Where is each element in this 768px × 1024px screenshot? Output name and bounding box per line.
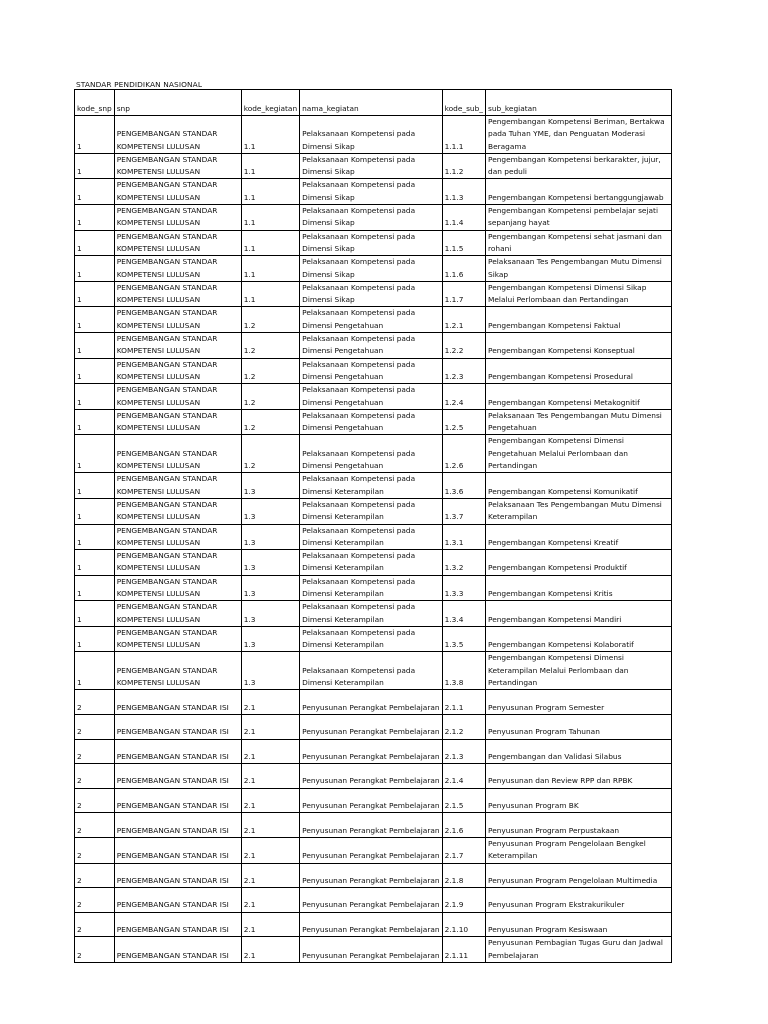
snp-cell[interactable]: PENGEMBANGAN STANDAR KOMPETENSI LULUSAN <box>114 205 241 231</box>
table-row <box>75 626 672 652</box>
kode-kegiatan-cell[interactable]: 1.2 <box>241 435 299 473</box>
kode-snp-cell[interactable]: 1 <box>75 498 115 524</box>
table-row <box>75 714 672 739</box>
kode-kegiatan-cell[interactable]: 1.1 <box>241 179 299 205</box>
snp-cell[interactable]: PENGEMBANGAN STANDAR KOMPETENSI LULUSAN <box>114 652 241 690</box>
table-row <box>75 307 672 333</box>
snp-cell[interactable]: PENGEMBANGAN STANDAR KOMPETENSI LULUSAN <box>114 550 241 576</box>
kode-kegiatan-cell[interactable]: 1.1 <box>241 205 299 231</box>
sub-kegiatan-cell[interactable]: Pengembangan Kompetensi Dimensi Pengetahuan Melalui Perlombaan dan Pertandingan <box>486 435 672 473</box>
nama-kegiatan-cell[interactable]: Penyusunan Perangkat Pembelajaran <box>300 714 442 739</box>
nama-kegiatan-cell[interactable]: Pelaksanaan Kompetensi pada Dimensi Sikap <box>300 179 442 205</box>
header-kode-kegiatan[interactable]: kode_kegiatan <box>241 90 299 116</box>
snp-cell[interactable]: PENGEMBANGAN STANDAR ISI <box>114 937 241 963</box>
table-row <box>75 498 672 524</box>
table-row <box>75 409 672 435</box>
table-row <box>75 358 672 384</box>
snp-cell[interactable]: PENGEMBANGAN STANDAR KOMPETENSI LULUSAN <box>114 384 241 410</box>
kode-kegiatan-cell[interactable]: 1.1 <box>241 281 299 307</box>
table-row <box>75 863 672 888</box>
kode-sub-cell[interactable]: 1.1.3 <box>442 179 485 205</box>
nama-kegiatan-cell[interactable]: Penyusunan Perangkat Pembelajaran <box>300 863 442 888</box>
kode-kegiatan-cell[interactable]: 1.2 <box>241 358 299 384</box>
snp-cell[interactable]: PENGEMBANGAN STANDAR KOMPETENSI LULUSAN <box>114 575 241 601</box>
table-row <box>75 912 672 937</box>
table-row <box>75 230 672 256</box>
snp-cell[interactable]: PENGEMBANGAN STANDAR ISI <box>114 813 241 838</box>
snp-cell[interactable]: PENGEMBANGAN STANDAR KOMPETENSI LULUSAN <box>114 358 241 384</box>
header-snp[interactable]: snp <box>114 90 241 116</box>
nama-kegiatan-cell[interactable]: Pelaksanaan Kompetensi pada Dimensi Sikap <box>300 116 442 154</box>
header-sub-kegiatan[interactable]: sub_kegiatan <box>486 90 672 116</box>
kode-snp-cell[interactable]: 1 <box>75 601 115 627</box>
snp-cell[interactable]: PENGEMBANGAN STANDAR KOMPETENSI LULUSAN <box>114 153 241 179</box>
sub-kegiatan-cell[interactable]: Pengembangan Kompetensi bertanggungjawab <box>486 179 672 205</box>
kode-sub-cell[interactable]: 1.3.2 <box>442 550 485 576</box>
kode-kegiatan-cell[interactable]: 1.2 <box>241 307 299 333</box>
snp-cell[interactable]: PENGEMBANGAN STANDAR ISI <box>114 788 241 813</box>
sub-kegiatan-cell[interactable]: Pengembangan Kompetensi Mandiri <box>486 601 672 627</box>
nama-kegiatan-cell[interactable]: Penyusunan Perangkat Pembelajaran <box>300 888 442 913</box>
table-row <box>75 652 672 690</box>
kode-sub-cell[interactable]: 1.3.8 <box>442 652 485 690</box>
sub-kegiatan-cell[interactable]: Penyusunan Program Perpustakaan <box>486 813 672 838</box>
sub-kegiatan-cell[interactable]: Pelaksanaan Tes Pengembangan Mutu Dimensi Sikap <box>486 256 672 282</box>
snp-cell[interactable]: PENGEMBANGAN STANDAR KOMPETENSI LULUSAN <box>114 281 241 307</box>
kode-snp-cell[interactable]: 2 <box>75 912 115 937</box>
kode-kegiatan-cell[interactable]: 1.3 <box>241 524 299 550</box>
kode-snp-cell[interactable]: 2 <box>75 714 115 739</box>
sub-kegiatan-cell[interactable]: Pengembangan Kompetensi berkarakter, jujur, dan peduli <box>486 153 672 179</box>
table-row <box>75 435 672 473</box>
nama-kegiatan-cell[interactable]: Penyusunan Perangkat Pembelajaran <box>300 739 442 764</box>
nama-kegiatan-cell[interactable]: Pelaksanaan Kompetensi pada Dimensi Keterampilan <box>300 473 442 499</box>
kode-sub-cell[interactable]: 1.1.4 <box>442 205 485 231</box>
kode-kegiatan-cell[interactable]: 2.1 <box>241 788 299 813</box>
sub-kegiatan-cell[interactable]: Pengembangan Kompetensi Metakognitif <box>486 384 672 410</box>
kode-kegiatan-cell[interactable]: 1.2 <box>241 409 299 435</box>
kode-kegiatan-cell[interactable]: 1.3 <box>241 626 299 652</box>
nama-kegiatan-cell[interactable]: Penyusunan Perangkat Pembelajaran <box>300 912 442 937</box>
sub-kegiatan-cell[interactable]: Penyusunan Program Semester <box>486 690 672 715</box>
kode-sub-cell[interactable]: 1.3.6 <box>442 473 485 499</box>
sub-kegiatan-cell[interactable]: Penyusunan Program Tahunan <box>486 714 672 739</box>
nama-kegiatan-cell[interactable]: Pelaksanaan Kompetensi pada Dimensi Pengetahuan <box>300 333 442 359</box>
snp-cell[interactable]: PENGEMBANGAN STANDAR ISI <box>114 764 241 789</box>
kode-snp-cell[interactable]: 1 <box>75 358 115 384</box>
kode-kegiatan-cell[interactable]: 2.1 <box>241 863 299 888</box>
kode-snp-cell[interactable]: 2 <box>75 690 115 715</box>
snp-cell[interactable]: PENGEMBANGAN STANDAR KOMPETENSI LULUSAN <box>114 307 241 333</box>
table-row <box>75 116 672 154</box>
nama-kegiatan-cell[interactable]: Pelaksanaan Kompetensi pada Dimensi Keterampilan <box>300 524 442 550</box>
page-title: STANDAR PENDIDIKAN NASIONAL <box>76 80 203 89</box>
sub-kegiatan-cell[interactable]: Penyusunan dan Review RPP dan RPBK <box>486 764 672 789</box>
sub-kegiatan-cell[interactable]: Penyusunan Program Pengelolaan Multimedia <box>486 863 672 888</box>
kode-sub-cell[interactable]: 1.2.1 <box>442 307 485 333</box>
sub-kegiatan-cell[interactable]: Pengembangan Kompetensi Prosedural <box>486 358 672 384</box>
snp-cell[interactable]: PENGEMBANGAN STANDAR KOMPETENSI LULUSAN <box>114 256 241 282</box>
kode-snp-cell[interactable]: 2 <box>75 837 115 863</box>
table-row <box>75 575 672 601</box>
kode-snp-cell[interactable]: 1 <box>75 626 115 652</box>
snp-cell[interactable]: PENGEMBANGAN STANDAR ISI <box>114 739 241 764</box>
snp-cell[interactable]: PENGEMBANGAN STANDAR KOMPETENSI LULUSAN <box>114 230 241 256</box>
nama-kegiatan-cell[interactable]: Penyusunan Perangkat Pembelajaran <box>300 837 442 863</box>
table-row <box>75 384 672 410</box>
sub-kegiatan-cell[interactable]: Pelaksanaan Tes Pengembangan Mutu Dimensi Keterampilan <box>486 498 672 524</box>
kode-snp-cell[interactable]: 1 <box>75 333 115 359</box>
kode-snp-cell[interactable]: 1 <box>75 256 115 282</box>
kode-kegiatan-cell[interactable]: 2.1 <box>241 690 299 715</box>
table-row <box>75 601 672 627</box>
kode-snp-cell[interactable]: 1 <box>75 524 115 550</box>
snp-cell[interactable]: PENGEMBANGAN STANDAR KOMPETENSI LULUSAN <box>114 179 241 205</box>
nama-kegiatan-cell[interactable]: Pelaksanaan Kompetensi pada Dimensi Pengetahuan <box>300 358 442 384</box>
kode-kegiatan-cell[interactable]: 1.2 <box>241 384 299 410</box>
nama-kegiatan-cell[interactable]: Pelaksanaan Kompetensi pada Dimensi Sikap <box>300 256 442 282</box>
kode-sub-cell[interactable]: 2.1.9 <box>442 888 485 913</box>
kode-kegiatan-cell[interactable]: 2.1 <box>241 837 299 863</box>
nama-kegiatan-cell[interactable]: Pelaksanaan Kompetensi pada Dimensi Keterampilan <box>300 575 442 601</box>
sub-kegiatan-cell[interactable]: Pengembangan Kompetensi Konseptual <box>486 333 672 359</box>
kode-snp-cell[interactable]: 1 <box>75 230 115 256</box>
nama-kegiatan-cell[interactable]: Pelaksanaan Kompetensi pada Dimensi Sikap <box>300 230 442 256</box>
kode-kegiatan-cell[interactable]: 2.1 <box>241 888 299 913</box>
kode-sub-cell[interactable]: 1.3.3 <box>442 575 485 601</box>
kode-sub-cell[interactable]: 2.1.1 <box>442 690 485 715</box>
nama-kegiatan-cell[interactable]: Penyusunan Perangkat Pembelajaran <box>300 937 442 963</box>
snp-cell[interactable]: PENGEMBANGAN STANDAR KOMPETENSI LULUSAN <box>114 498 241 524</box>
sub-kegiatan-cell[interactable]: Penyusunan Pembagian Tugas Guru dan Jadwal Pembelajaran <box>486 937 672 963</box>
snp-cell[interactable]: PENGEMBANGAN STANDAR KOMPETENSI LULUSAN <box>114 524 241 550</box>
kode-snp-cell[interactable]: 1 <box>75 409 115 435</box>
table-row <box>75 837 672 863</box>
sub-kegiatan-cell[interactable]: Penyusunan Program BK <box>486 788 672 813</box>
table-row <box>75 788 672 813</box>
kode-kegiatan-cell[interactable]: 2.1 <box>241 764 299 789</box>
sub-kegiatan-cell[interactable]: Pengembangan Kompetensi Kreatif <box>486 524 672 550</box>
kode-snp-cell[interactable]: 1 <box>75 116 115 154</box>
kode-kegiatan-cell[interactable]: 1.3 <box>241 575 299 601</box>
nama-kegiatan-cell[interactable]: Pelaksanaan Kompetensi pada Dimensi Pengetahuan <box>300 409 442 435</box>
kode-snp-cell[interactable]: 2 <box>75 888 115 913</box>
kode-kegiatan-cell[interactable]: 2.1 <box>241 714 299 739</box>
sub-kegiatan-cell[interactable]: Pengembangan Kompetensi sehat jasmani dan rohani <box>486 230 672 256</box>
table-row <box>75 281 672 307</box>
header-nama-kegiatan[interactable]: nama_kegiatan <box>300 90 442 116</box>
kode-snp-cell[interactable]: 1 <box>75 307 115 333</box>
kode-sub-cell[interactable]: 1.2.4 <box>442 384 485 410</box>
kode-snp-cell[interactable]: 1 <box>75 435 115 473</box>
kode-sub-cell[interactable]: 1.3.5 <box>442 626 485 652</box>
table-row <box>75 153 672 179</box>
kode-sub-cell[interactable]: 2.1.8 <box>442 863 485 888</box>
kode-sub-cell[interactable]: 2.1.6 <box>442 813 485 838</box>
nama-kegiatan-cell[interactable]: Pelaksanaan Kompetensi pada Dimensi Sikap <box>300 153 442 179</box>
kode-snp-cell[interactable]: 2 <box>75 739 115 764</box>
table-row <box>75 256 672 282</box>
kode-sub-cell[interactable]: 1.2.6 <box>442 435 485 473</box>
kode-sub-cell[interactable]: 2.1.5 <box>442 788 485 813</box>
kode-snp-cell[interactable]: 1 <box>75 652 115 690</box>
kode-snp-cell[interactable]: 1 <box>75 153 115 179</box>
kode-kegiatan-cell[interactable]: 1.3 <box>241 652 299 690</box>
snp-cell[interactable]: PENGEMBANGAN STANDAR KOMPETENSI LULUSAN <box>114 409 241 435</box>
kode-snp-cell[interactable]: 1 <box>75 384 115 410</box>
sub-kegiatan-cell[interactable]: Pengembangan Kompetensi Kolaboratif <box>486 626 672 652</box>
kode-sub-cell[interactable]: 2.1.7 <box>442 837 485 863</box>
kode-sub-cell[interactable]: 1.1.7 <box>442 281 485 307</box>
header-kode-sub[interactable]: kode_sub_ <box>442 90 485 116</box>
kode-sub-cell[interactable]: 2.1.10 <box>442 912 485 937</box>
sub-kegiatan-cell[interactable]: Pengembangan Kompetensi Dimensi Keterampilan Melalui Perlombaan dan Pertandingan <box>486 652 672 690</box>
kode-sub-cell[interactable]: 1.2.5 <box>442 409 485 435</box>
kode-kegiatan-cell[interactable]: 1.3 <box>241 601 299 627</box>
kode-snp-cell[interactable]: 2 <box>75 813 115 838</box>
kode-sub-cell[interactable]: 2.1.3 <box>442 739 485 764</box>
sub-kegiatan-cell[interactable]: Pengembangan dan Validasi Silabus <box>486 739 672 764</box>
snp-cell[interactable]: PENGEMBANGAN STANDAR KOMPETENSI LULUSAN <box>114 601 241 627</box>
nama-kegiatan-cell[interactable]: Penyusunan Perangkat Pembelajaran <box>300 788 442 813</box>
kode-kegiatan-cell[interactable]: 1.2 <box>241 333 299 359</box>
nama-kegiatan-cell[interactable]: Pelaksanaan Kompetensi pada Dimensi Keterampilan <box>300 550 442 576</box>
header-row <box>75 90 672 116</box>
sub-kegiatan-cell[interactable]: Pengembangan Kompetensi Kritis <box>486 575 672 601</box>
kode-snp-cell[interactable]: 2 <box>75 863 115 888</box>
sub-kegiatan-cell[interactable]: Penyusunan Program Kesiswaan <box>486 912 672 937</box>
kode-snp-cell[interactable]: 1 <box>75 575 115 601</box>
table-row <box>75 473 672 499</box>
kode-kegiatan-cell[interactable]: 2.1 <box>241 912 299 937</box>
kode-sub-cell[interactable]: 1.3.7 <box>442 498 485 524</box>
kode-snp-cell[interactable]: 1 <box>75 550 115 576</box>
table-row <box>75 888 672 913</box>
table-row <box>75 690 672 715</box>
table-row <box>75 764 672 789</box>
snp-cell[interactable]: PENGEMBANGAN STANDAR ISI <box>114 690 241 715</box>
kode-sub-cell[interactable]: 1.3.4 <box>442 601 485 627</box>
kode-kegiatan-cell[interactable]: 1.1 <box>241 230 299 256</box>
sub-kegiatan-cell[interactable]: Penyusunan Program Ekstrakurikuler <box>486 888 672 913</box>
nama-kegiatan-cell[interactable]: Penyusunan Perangkat Pembelajaran <box>300 690 442 715</box>
nama-kegiatan-cell[interactable]: Pelaksanaan Kompetensi pada Dimensi Keterampilan <box>300 498 442 524</box>
kode-kegiatan-cell[interactable]: 2.1 <box>241 937 299 963</box>
kode-snp-cell[interactable]: 2 <box>75 937 115 963</box>
sub-kegiatan-cell[interactable]: Pengembangan Kompetensi Beriman, Bertakwa pada Tuhan YME, dan Penguatan Moderasi Beragama <box>486 116 672 154</box>
table-row <box>75 739 672 764</box>
nama-kegiatan-cell[interactable]: Pelaksanaan Kompetensi pada Dimensi Keterampilan <box>300 652 442 690</box>
kode-snp-cell[interactable]: 1 <box>75 473 115 499</box>
sub-kegiatan-cell[interactable]: Penyusunan Program Pengelolaan Bengkel Keterampilan <box>486 837 672 863</box>
table-row <box>75 205 672 231</box>
kode-kegiatan-cell[interactable]: 1.3 <box>241 550 299 576</box>
kode-sub-cell[interactable]: 1.2.3 <box>442 358 485 384</box>
kode-sub-cell[interactable]: 2.1.11 <box>442 937 485 963</box>
kode-kegiatan-cell[interactable]: 1.1 <box>241 116 299 154</box>
snp-cell[interactable]: PENGEMBANGAN STANDAR KOMPETENSI LULUSAN <box>114 626 241 652</box>
kode-sub-cell[interactable]: 1.2.2 <box>442 333 485 359</box>
snp-cell[interactable]: PENGEMBANGAN STANDAR ISI <box>114 837 241 863</box>
snp-cell[interactable]: PENGEMBANGAN STANDAR KOMPETENSI LULUSAN <box>114 473 241 499</box>
kode-sub-cell[interactable]: 1.1.5 <box>442 230 485 256</box>
nama-kegiatan-cell[interactable]: Pelaksanaan Kompetensi pada Dimensi Pengetahuan <box>300 307 442 333</box>
kode-kegiatan-cell[interactable]: 1.1 <box>241 153 299 179</box>
data-table <box>74 89 672 963</box>
kode-kegiatan-cell[interactable]: 2.1 <box>241 813 299 838</box>
nama-kegiatan-cell[interactable]: Penyusunan Perangkat Pembelajaran <box>300 764 442 789</box>
snp-cell[interactable]: PENGEMBANGAN STANDAR ISI <box>114 888 241 913</box>
kode-kegiatan-cell[interactable]: 1.3 <box>241 498 299 524</box>
kode-sub-cell[interactable]: 2.1.4 <box>442 764 485 789</box>
kode-kegiatan-cell[interactable]: 1.1 <box>241 256 299 282</box>
nama-kegiatan-cell[interactable]: Pelaksanaan Kompetensi pada Dimensi Pengetahuan <box>300 435 442 473</box>
header-kode-snp[interactable]: kode_snp <box>75 90 115 116</box>
kode-sub-cell[interactable]: 2.1.2 <box>442 714 485 739</box>
snp-cell[interactable]: PENGEMBANGAN STANDAR KOMPETENSI LULUSAN <box>114 333 241 359</box>
table-row <box>75 813 672 838</box>
kode-snp-cell[interactable]: 2 <box>75 764 115 789</box>
nama-kegiatan-cell[interactable]: Penyusunan Perangkat Pembelajaran <box>300 813 442 838</box>
kode-sub-cell[interactable]: 1.1.1 <box>442 116 485 154</box>
sub-kegiatan-cell[interactable]: Pelaksanaan Tes Pengembangan Mutu Dimensi Pengetahuan <box>486 409 672 435</box>
kode-snp-cell[interactable]: 1 <box>75 281 115 307</box>
snp-cell[interactable]: PENGEMBANGAN STANDAR KOMPETENSI LULUSAN <box>114 435 241 473</box>
kode-sub-cell[interactable]: 1.1.2 <box>442 153 485 179</box>
snp-cell[interactable]: PENGEMBANGAN STANDAR ISI <box>114 912 241 937</box>
sub-kegiatan-cell[interactable]: Pengembangan Kompetensi Komunikatif <box>486 473 672 499</box>
nama-kegiatan-cell[interactable]: Pelaksanaan Kompetensi pada Dimensi Sikap <box>300 281 442 307</box>
snp-cell[interactable]: PENGEMBANGAN STANDAR KOMPETENSI LULUSAN <box>114 116 241 154</box>
kode-snp-cell[interactable]: 1 <box>75 205 115 231</box>
kode-kegiatan-cell[interactable]: 1.3 <box>241 473 299 499</box>
nama-kegiatan-cell[interactable]: Pelaksanaan Kompetensi pada Dimensi Sikap <box>300 205 442 231</box>
table-row <box>75 524 672 550</box>
sub-kegiatan-cell[interactable]: Pengembangan Kompetensi Faktual <box>486 307 672 333</box>
table-row <box>75 937 672 963</box>
nama-kegiatan-cell[interactable]: Pelaksanaan Kompetensi pada Dimensi Keterampilan <box>300 601 442 627</box>
sub-kegiatan-cell[interactable]: Pengembangan Kompetensi Dimensi Sikap Melalui Perlombaan dan Pertandingan <box>486 281 672 307</box>
kode-snp-cell[interactable]: 1 <box>75 179 115 205</box>
sub-kegiatan-cell[interactable]: Pengembangan Kompetensi Produktif <box>486 550 672 576</box>
nama-kegiatan-cell[interactable]: Pelaksanaan Kompetensi pada Dimensi Pengetahuan <box>300 384 442 410</box>
kode-kegiatan-cell[interactable]: 2.1 <box>241 739 299 764</box>
table-row <box>75 333 672 359</box>
kode-sub-cell[interactable]: 1.1.6 <box>442 256 485 282</box>
nama-kegiatan-cell[interactable]: Pelaksanaan Kompetensi pada Dimensi Keterampilan <box>300 626 442 652</box>
table-row <box>75 550 672 576</box>
table-row <box>75 179 672 205</box>
kode-sub-cell[interactable]: 1.3.1 <box>442 524 485 550</box>
sub-kegiatan-cell[interactable]: Pengembangan Kompetensi pembelajar sejati sepanjang hayat <box>486 205 672 231</box>
kode-snp-cell[interactable]: 2 <box>75 788 115 813</box>
snp-cell[interactable]: PENGEMBANGAN STANDAR ISI <box>114 863 241 888</box>
snp-cell[interactable]: PENGEMBANGAN STANDAR ISI <box>114 714 241 739</box>
